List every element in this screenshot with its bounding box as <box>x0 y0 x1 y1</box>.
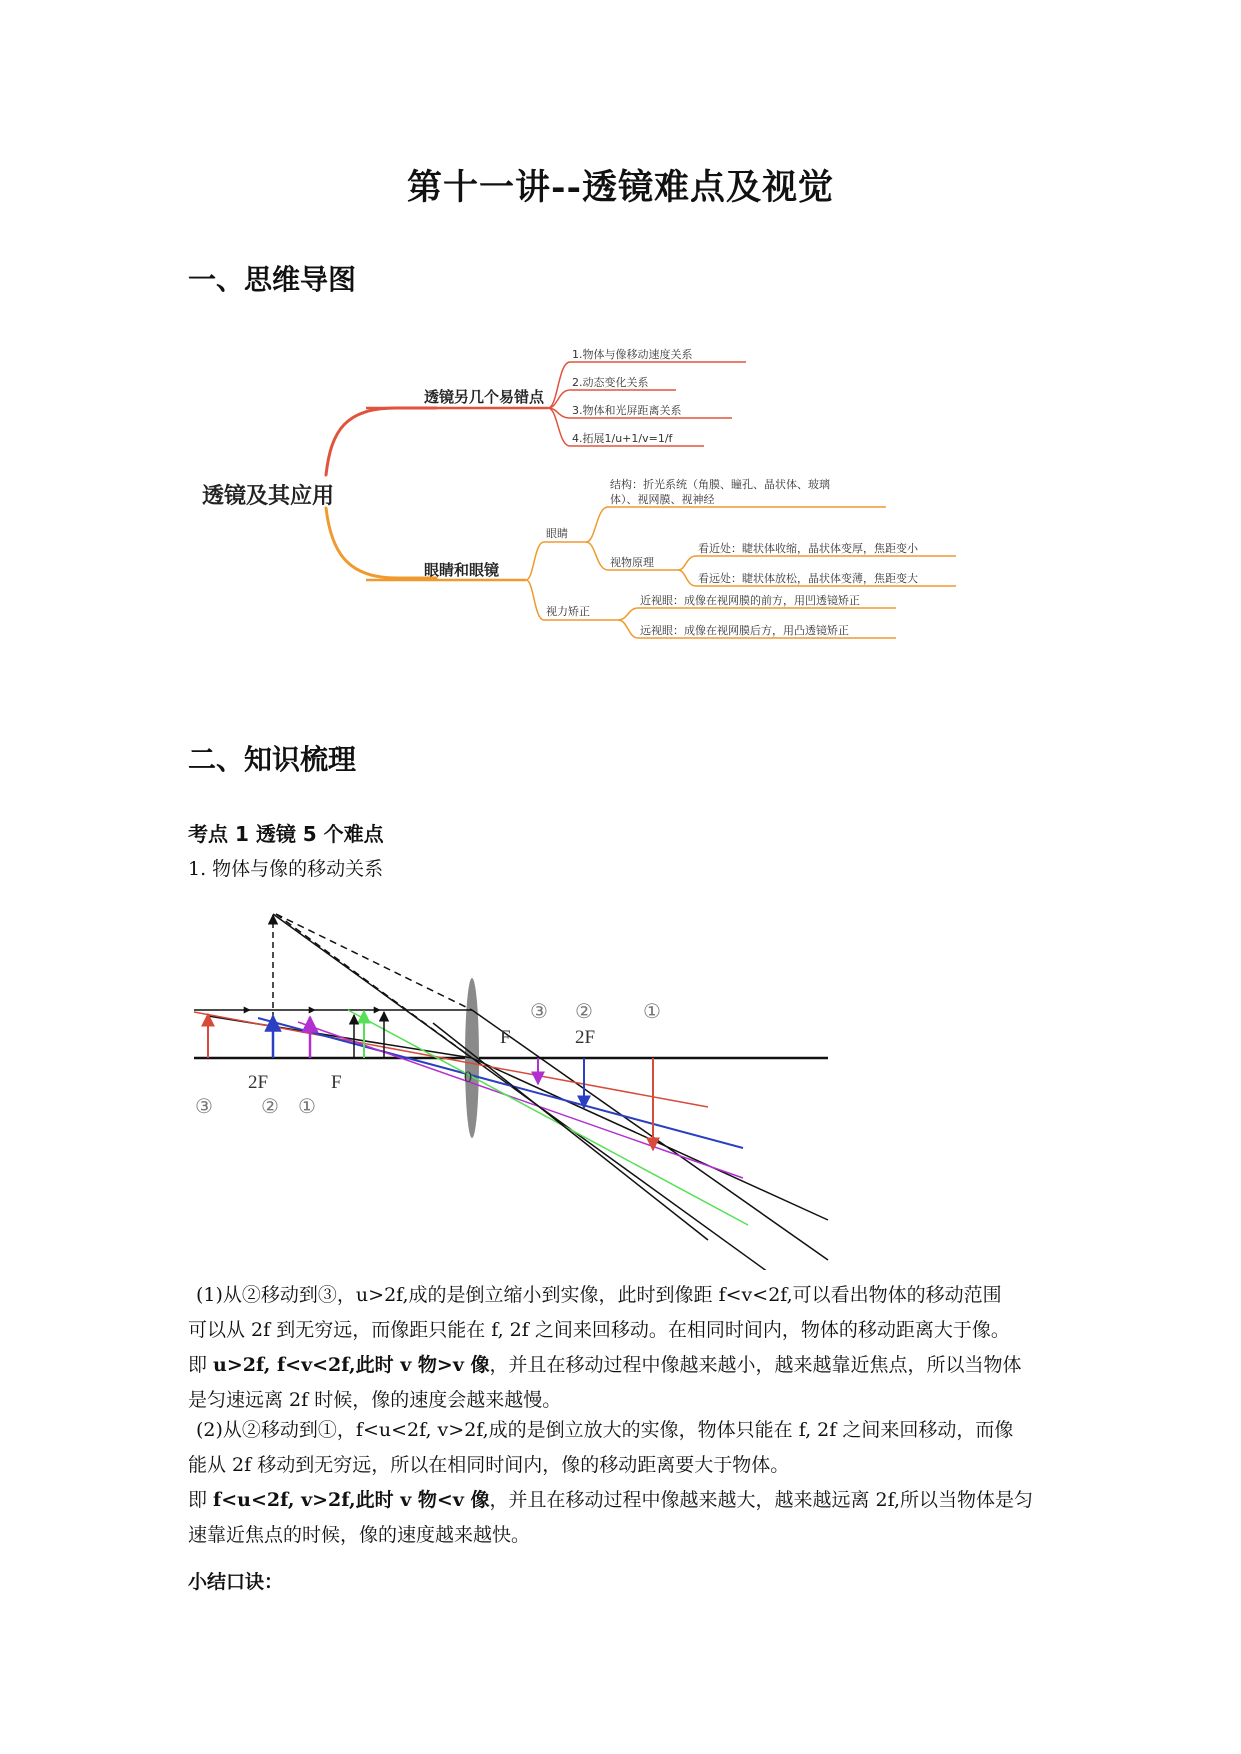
mindmap-branch1-connector <box>326 408 436 475</box>
mindmap-principle: 视物原理 <box>610 556 654 569</box>
p2-line3: 即 f<u<2f, v>2f,此时 v 物<v 像，并且在移动过程中像越来越大，越来越远离 2f,所以当物体是匀 <box>188 1489 1034 1511</box>
label-right-F: F <box>500 1027 511 1048</box>
marker-left-1: ① <box>298 1094 316 1118</box>
marker-left-2: ② <box>261 1094 279 1118</box>
red-ray <box>194 1012 708 1107</box>
mindmap-branch2-label: 眼睛和眼镜 <box>424 561 500 579</box>
p1-line2: 可以从 2f 到无穷远，而像距只能在 f, 2f 之间来回移动。在相同时间内，物体的移动距离大于像。 <box>188 1319 1010 1341</box>
section-heading-mindmap: 一、思维导图 <box>188 263 357 296</box>
mind-map <box>196 330 956 660</box>
paragraph-2 <box>188 1413 1068 1553</box>
refracted-ray <box>472 1010 828 1260</box>
p2-line1: (2)从②移动到①，f<u<2f, v>2f,成的是倒立放大的实像，物体只能在 f, 2f 之间来回移动，而像 <box>196 1419 1014 1441</box>
mindmap-myopia: 近视眼：成像在视网膜的前方，用凹透镜矫正 <box>640 594 860 607</box>
paragraph-1 <box>188 1278 1068 1418</box>
mindmap-root: 透镜及其应用 <box>202 484 335 509</box>
p2-line2: 能从 2f 移动到无穷远，所以在相同时间内，像的移动距离要大于物体。 <box>188 1454 790 1476</box>
green-ray <box>348 1010 748 1225</box>
label-right-2F: 2F <box>575 1027 596 1048</box>
mindmap-branch2-connector <box>326 508 436 578</box>
kaodian-heading: 考点 1 透镜 5 个难点 <box>188 822 384 846</box>
p1-line3: 即 u>2f, f<v<2f,此时 v 物>v 像，并且在移动过程中像越来越小，越来越靠近焦点，所以当物体 <box>188 1354 1022 1376</box>
label-left-2F: 2F <box>248 1072 269 1093</box>
mindmap-eye: 眼睛 <box>546 527 568 540</box>
mindmap-item: 4.拓展1/u+1/v=1/f <box>572 432 673 445</box>
label-center-O: 0 <box>464 1069 472 1086</box>
mindmap-near: 看近处：睫状体收缩，晶状体变厚，焦距变小 <box>698 542 918 555</box>
center-ray-out <box>472 1058 828 1220</box>
mindmap-far: 看远处：睫状体放松，晶状体变薄，焦距变大 <box>698 572 918 585</box>
marker-right-1: ① <box>643 999 661 1023</box>
center-ray-2 <box>273 914 472 1058</box>
mindmap-hyperopia: 远视眼：成像在视网膜后方，用凸透镜矫正 <box>640 624 849 637</box>
center-ray-2-out <box>472 1058 768 1270</box>
page-title: 第十一讲--透镜难点及视觉 <box>406 167 835 208</box>
section-heading-knowledge: 二、知识梳理 <box>188 743 357 776</box>
lens-ray-diagram <box>188 880 838 1270</box>
mindmap-correction: 视力矫正 <box>546 605 590 618</box>
marker-right-3: ③ <box>530 999 548 1023</box>
marker-left-3: ③ <box>195 1094 213 1118</box>
p2-line4: 速靠近焦点的时候，像的速度越来越快。 <box>188 1524 531 1546</box>
dashed-ray <box>276 914 472 1010</box>
label-left-F: F <box>331 1072 342 1093</box>
mindmap-item: 2.动态变化关系 <box>572 376 649 389</box>
p1-line4: 是匀速远离 2f 时候，像的速度会越来越慢。 <box>188 1389 562 1411</box>
marker-right-2: ② <box>575 999 593 1023</box>
subtopic-heading: 1. 物体与像的移动关系 <box>188 858 384 880</box>
mindmap-item: 3.物体和光屏距离关系 <box>572 404 682 417</box>
p1-line1: (1)从②移动到③，u>2f,成的是倒立缩小到实像，此时到像距 f<v<2f,可以看出物体的移动范围 <box>196 1284 1002 1306</box>
mindmap-item: 1.物体与像移动速度关系 <box>572 348 693 361</box>
mindmap-structure-2: 体）、视网膜、视神经 <box>610 493 715 506</box>
summary-heading: 小结口诀： <box>188 1571 284 1593</box>
mindmap-branch1-label: 透镜另几个易错点 <box>424 388 545 406</box>
mindmap-structure: 结构：折光系统（角膜、瞳孔、晶状体、玻璃 <box>610 478 830 491</box>
